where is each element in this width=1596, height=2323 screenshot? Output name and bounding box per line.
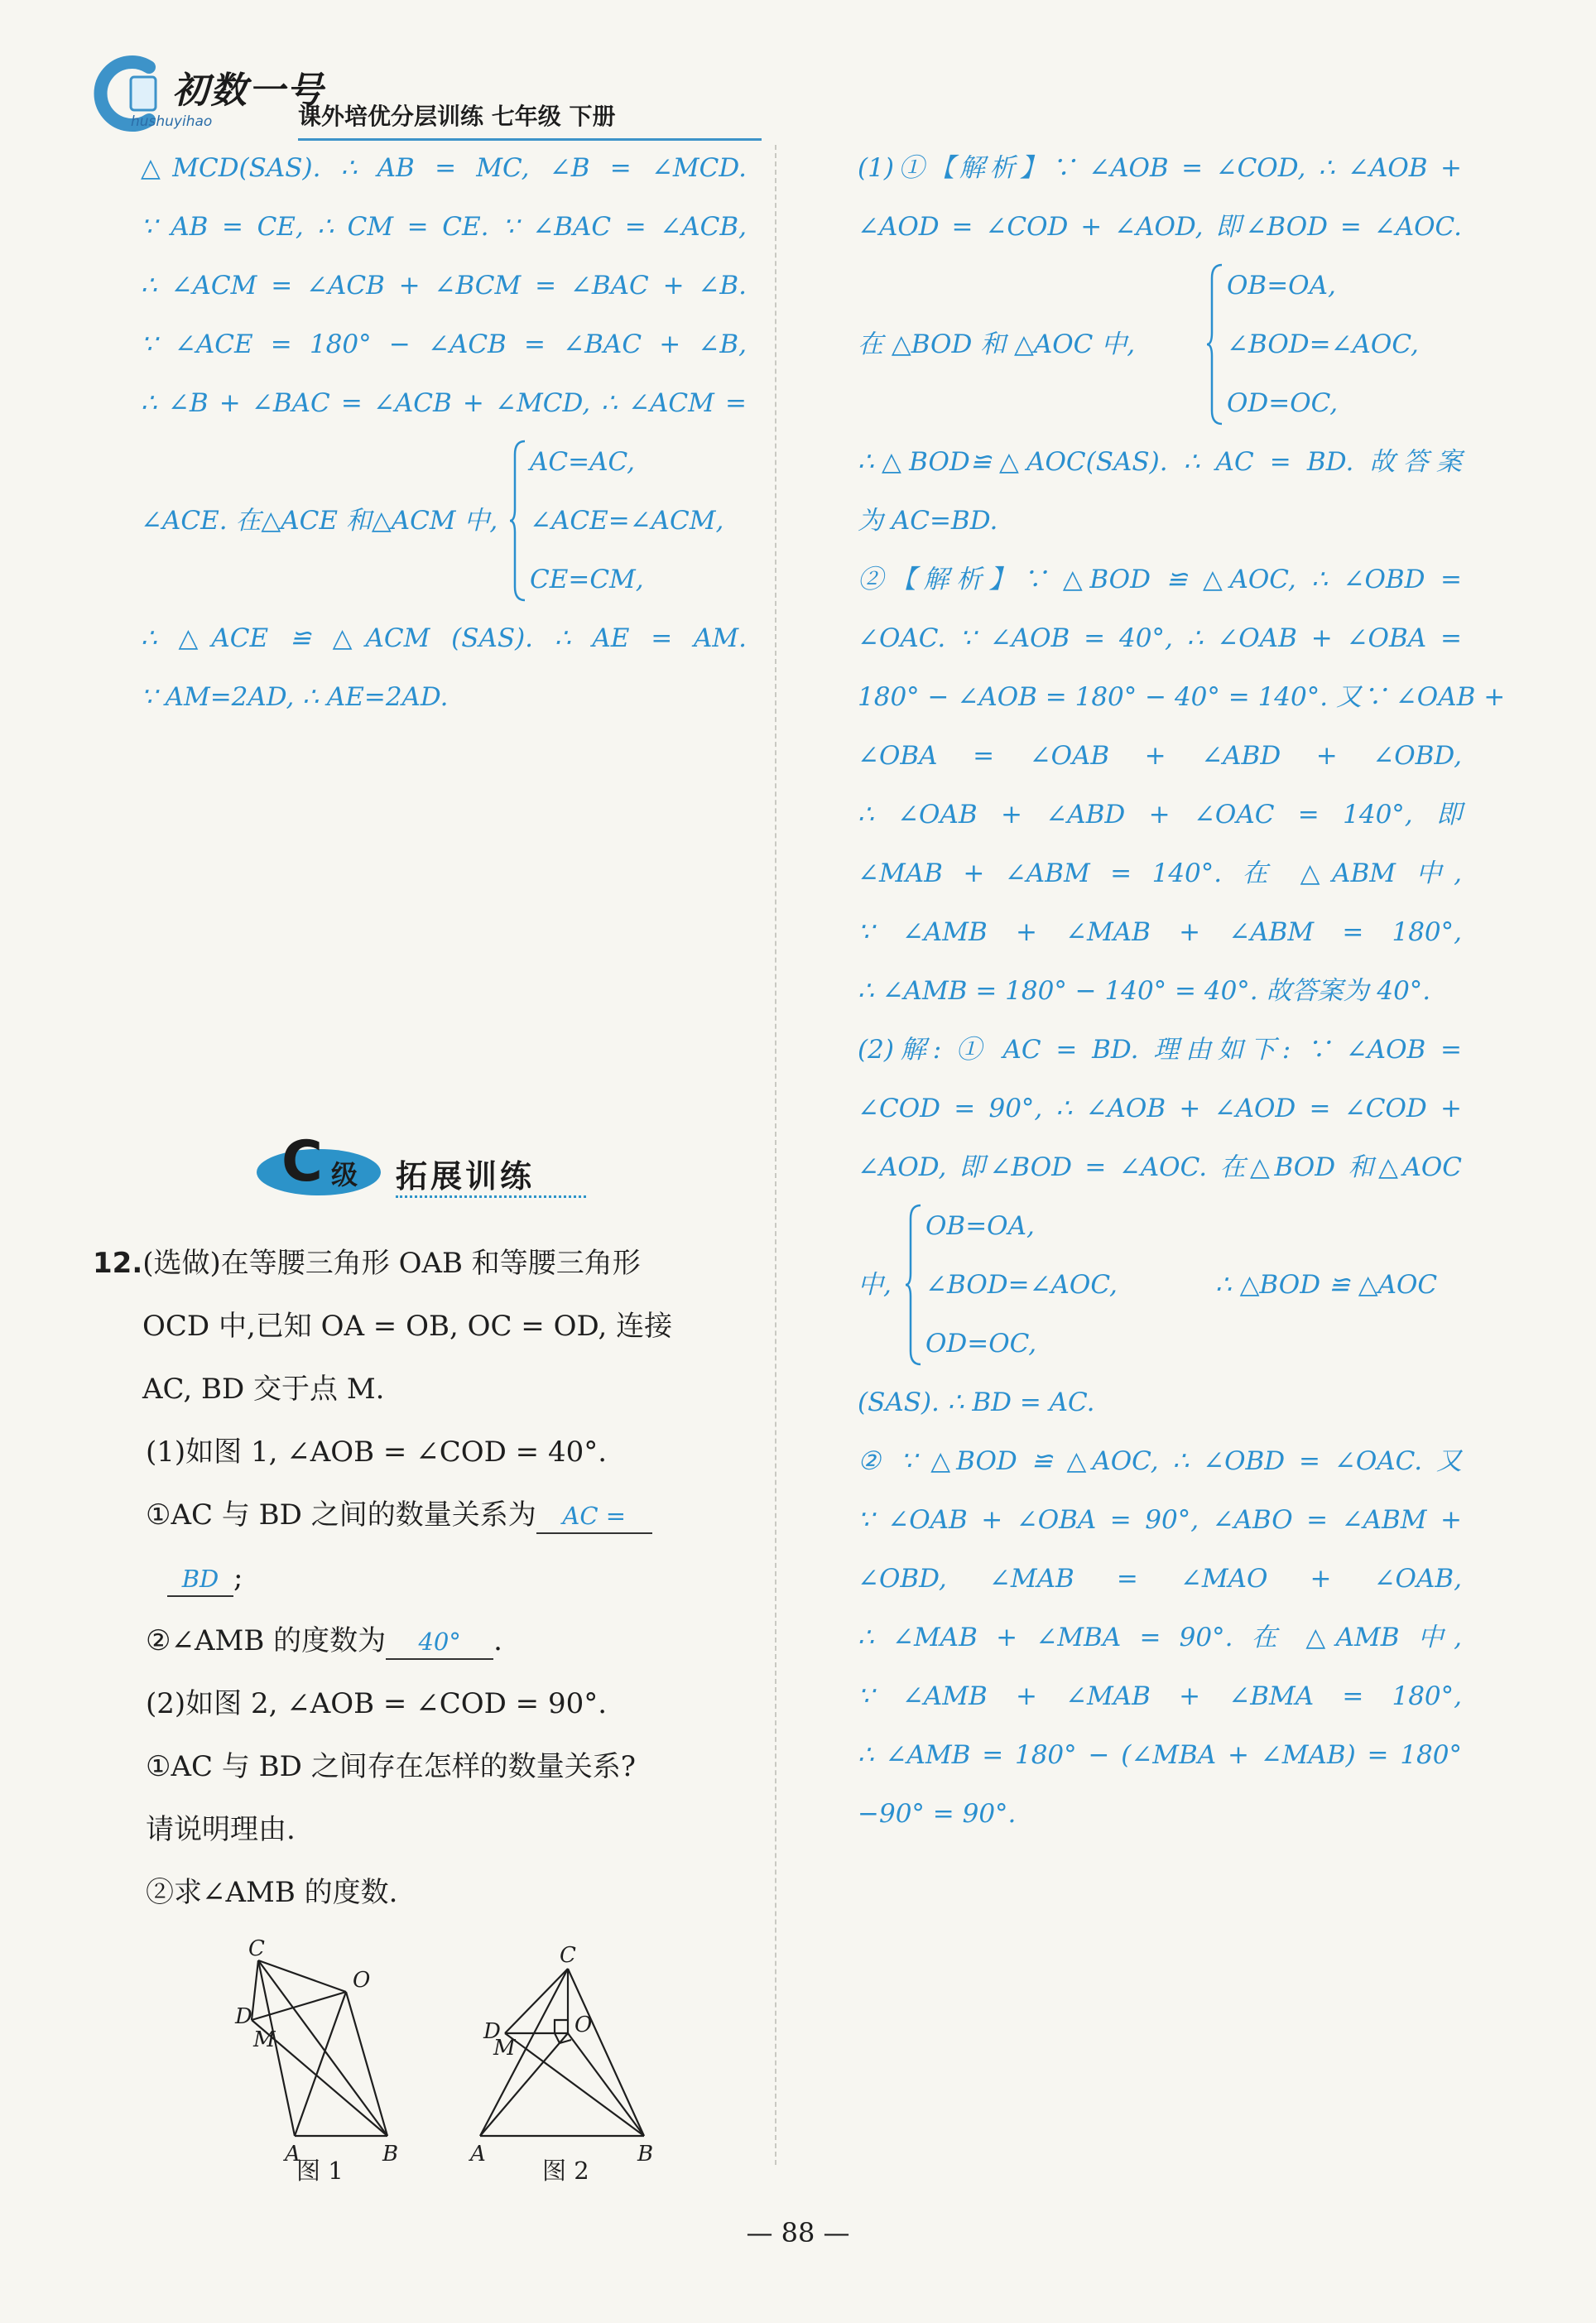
- brace-item: OD=OC,: [1227, 388, 1339, 418]
- answer-line: ∵ AB = CE, ∴ CM = CE. ∵ ∠BAC = ∠ACB,: [141, 212, 747, 242]
- brand-title: 初数一号: [172, 70, 324, 112]
- answer-line: ∵ ∠AMB + ∠MAB + ∠BMA = 180°,: [858, 1681, 1462, 1711]
- answer-blank-1a: AC =: [536, 1499, 652, 1534]
- badge-letter: C: [281, 1129, 323, 1195]
- problem-number: 12.: [93, 1247, 143, 1280]
- figure-1-diagram: [224, 1936, 439, 2167]
- answer-line: ∵ AM=2AD, ∴ AE=2AD.: [141, 682, 449, 712]
- brace-item: ∠BOD=∠AOC,: [1227, 329, 1419, 359]
- label-M: M: [493, 2036, 516, 2061]
- page-header: [91, 46, 704, 137]
- figure-1-caption: 图 1: [296, 2157, 344, 2185]
- problem-stem-line: [93, 1232, 755, 1295]
- answer-line: (2)解: ① AC = BD. 理由如下: ∵ ∠AOB =: [858, 1035, 1462, 1065]
- page-number: — 88 —: [746, 2217, 850, 2248]
- answer-line: ∠COD = 90°, ∴ ∠AOB + ∠AOD = ∠COD +: [858, 1094, 1462, 1123]
- answer-line: ∴ ∠ACM = ∠ACB + ∠BCM = ∠BAC + ∠B.: [141, 271, 747, 301]
- right-answer-block: [858, 139, 1506, 1844]
- segment-OB: [346, 1992, 387, 2136]
- segment-BC: [568, 1969, 644, 2136]
- answer-line: ∴ ∠B + ∠BAC = ∠ACB + ∠MCD, ∴ ∠ACM =: [141, 388, 747, 418]
- answer-line: ② ∵ △BOD ≌ △AOC, ∴ ∠OBD = ∠OAC. 又: [858, 1446, 1462, 1476]
- answer-line: ∠AOD = ∠COD + ∠AOD, 即∠BOD = ∠AOC.: [858, 212, 1462, 242]
- question-2-line: [93, 1609, 755, 1672]
- answer-line: 为 AC=BD.: [858, 506, 998, 536]
- answer-line: ∠OBA = ∠OAB + ∠ABD + ∠OBD,: [858, 741, 1462, 771]
- label-B: B: [637, 2142, 654, 2167]
- label-O: O: [574, 2013, 593, 2037]
- answer-line: ∠MAB + ∠ABM = 140°. 在 △ABM 中,: [858, 858, 1462, 888]
- answer-line: ∵ ∠AMB + ∠MAB + ∠ABM = 180°,: [858, 917, 1462, 947]
- answer-line: ∴ △ACE ≌ △ACM (SAS). ∴ AE = AM.: [141, 623, 747, 653]
- label-D: D: [235, 2004, 252, 2029]
- question-3-line: ①AC 与 BD 之间存在怎样的数量关系?: [146, 1750, 636, 1783]
- answer-line: ∠AOD, 即∠BOD = ∠AOC. 在△BOD 和△AOC: [858, 1152, 1462, 1182]
- section-title: 拓展训练: [396, 1158, 536, 1195]
- question-1-line-2: [93, 1546, 755, 1609]
- problem-part-2: (2)如图 2, ∠AOB = ∠COD = 90°.: [146, 1687, 608, 1720]
- answer-line: △MCD(SAS). ∴ AB = MC, ∠B = ∠MCD.: [141, 153, 747, 183]
- brace-system: [141, 433, 747, 609]
- answer-line: ∴ ∠AMB = 180° − (∠MBA + ∠MAB) = 180°: [858, 1740, 1462, 1770]
- label-M: M: [253, 2027, 276, 2052]
- series-title: 课外培优分层训练 七年级 下册: [298, 103, 616, 130]
- segment-CD: [252, 1960, 258, 2020]
- brace-item: ∠BOD=∠AOC,: [925, 1270, 1118, 1300]
- left-answer-block: [141, 139, 747, 727]
- section-badge: [257, 1131, 604, 1205]
- figure-2-caption: 图 2: [542, 2157, 589, 2185]
- problem-stem-text: (选做)在等腰三角形 OAB 和等腰三角形: [142, 1247, 641, 1280]
- answer-blank-2: 40°: [386, 1625, 493, 1660]
- problem-stem-line: AC, BD 交于点 M.: [142, 1373, 385, 1406]
- brace-lead-text: 中,: [858, 1270, 892, 1300]
- problem-part-1: (1)如图 1, ∠AOB = ∠COD = 40°.: [146, 1436, 608, 1469]
- brace-item: CE=CM,: [530, 565, 644, 594]
- label-D: D: [483, 2019, 501, 2044]
- label-C: C: [560, 1943, 576, 1968]
- left-brace-icon: [508, 438, 526, 604]
- answer-line: (1)①【解析】∵ ∠AOB = ∠COD, ∴ ∠AOB +: [858, 153, 1462, 183]
- brace-item: OB=OA,: [925, 1211, 1035, 1241]
- figure-2-diagram: [464, 1937, 679, 2167]
- answer-line: ∵ ∠OAB + ∠OBA = 90°, ∠ABO = ∠ABM +: [858, 1505, 1462, 1535]
- column-divider: [775, 145, 776, 2165]
- question-3-line-2: 请说明理由.: [146, 1813, 296, 1846]
- question-1-suffix: ;: [233, 1561, 243, 1594]
- answer-line: ∠OBD, ∠MAB = ∠MAO + ∠OAB,: [858, 1564, 1462, 1594]
- brace-item: OB=OA,: [1227, 271, 1336, 301]
- answer-line: ∴ ∠AMB = 180° − 140° = 40°. 故答案为 40°.: [858, 976, 1431, 1006]
- answer-line: ∴ ∠OAB + ∠ABD + ∠OAC = 140°, 即: [858, 800, 1462, 830]
- label-A: A: [285, 2142, 300, 2167]
- brace-item: ∠ACE=∠ACM,: [530, 506, 724, 536]
- brace-lead-text: 在 △BOD 和 △AOC 中,: [858, 329, 1136, 359]
- answer-line: −90° = 90°.: [858, 1799, 1017, 1829]
- brace-lead-text: ∠ACE. 在△ACE 和△ACM 中,: [141, 506, 498, 536]
- label-C: C: [248, 1936, 265, 1961]
- answer-line: 180° − ∠AOB = 180° − 40° = 140°. 又∵ ∠OAB +: [858, 682, 1506, 712]
- label-A: A: [470, 2142, 486, 2167]
- problem-12: [93, 1232, 755, 1924]
- problem-stem-line: OCD 中,已知 OA = OB, OC = OD, 连接: [142, 1310, 673, 1343]
- brace-tail-text: ∴ △BOD ≌ △AOC: [1215, 1270, 1438, 1300]
- left-brace-icon: [1205, 262, 1223, 427]
- left-brace-icon: [904, 1202, 922, 1368]
- segment-BD: [505, 2033, 644, 2136]
- badge-level: 级: [331, 1159, 358, 1190]
- right-angle-mark: [555, 2020, 568, 2033]
- answer-line: ∴ ∠MAB + ∠MBA = 90°. 在 △AMB 中,: [858, 1623, 1462, 1652]
- answer-line: ②【解析】∵ △BOD ≌ △AOC, ∴ ∠OBD =: [858, 565, 1462, 594]
- question-2-text: ②∠AMB 的度数为: [146, 1624, 387, 1657]
- segment-CD: [505, 1969, 568, 2033]
- answer-line: ∴△BOD≌△AOC(SAS). ∴ AC = BD. 故答案: [858, 447, 1462, 477]
- question-1-line: [93, 1484, 755, 1546]
- answer-line: (SAS). ∴ BD = AC.: [858, 1388, 1095, 1417]
- segment-CO: [258, 1960, 346, 1992]
- badge-underline: [396, 1195, 586, 1198]
- label-O: O: [353, 1968, 371, 1993]
- brace-system-1: [858, 257, 1462, 433]
- question-1-text: ①AC 与 BD 之间的数量关系为: [146, 1498, 536, 1532]
- question-4-line: ②求∠AMB 的度数.: [146, 1876, 398, 1909]
- brace-item: OD=OC,: [925, 1329, 1037, 1359]
- brace-item: AC=AC,: [530, 447, 635, 477]
- answer-line: ∠OAC. ∵ ∠AOB = 40°, ∴ ∠OAB + ∠OBA =: [858, 623, 1462, 653]
- brand-pinyin: hushuyihao: [131, 113, 213, 130]
- brace-system-2: [858, 1197, 1462, 1373]
- answer-line: ∵ ∠ACE = 180° − ∠ACB = ∠BAC + ∠B,: [141, 329, 747, 359]
- segment-OB: [568, 2033, 644, 2136]
- answer-blank-1b: BD: [167, 1562, 233, 1597]
- question-2-suffix: .: [493, 1624, 502, 1657]
- label-B: B: [382, 2142, 399, 2167]
